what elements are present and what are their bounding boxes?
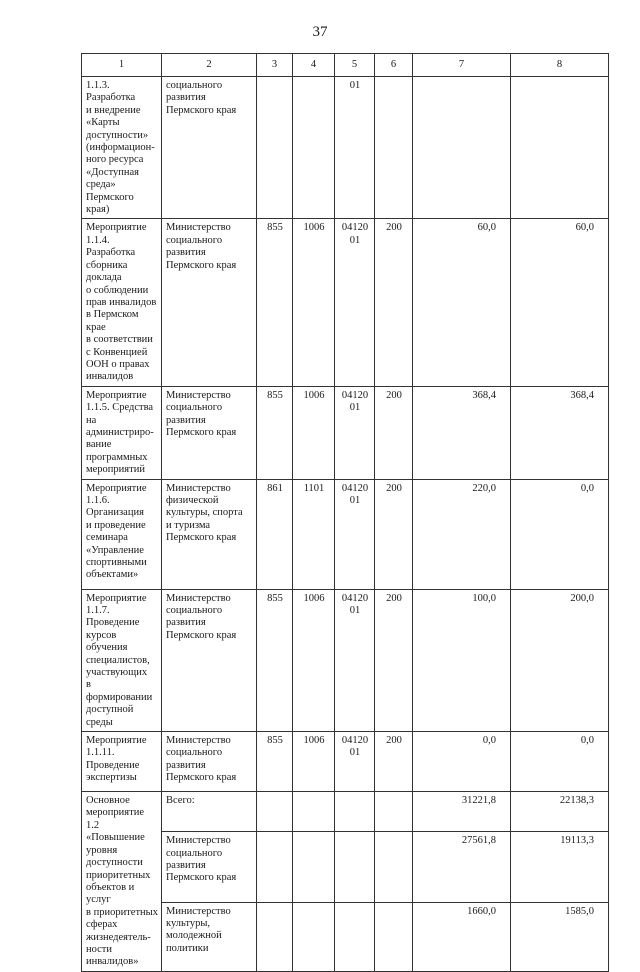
value-2014-cell: 60,0 — [413, 219, 511, 386]
type-cell: 200 — [375, 589, 413, 731]
agency-cell: Министерство физической культуры, спорта и туризма Пермского края — [162, 479, 257, 589]
grbs-cell: 855 — [257, 386, 293, 479]
grbs-cell: 855 — [257, 219, 293, 386]
agency-cell: Министерство социального развития Пермского края — [162, 386, 257, 479]
table-row — [82, 792, 609, 832]
section-cell: 1006 — [293, 589, 335, 731]
value-2014-cell: 31221,8 — [413, 792, 511, 832]
page-number: 37 — [312, 24, 328, 40]
event-name-cell: Мероприятие 1.1.5. Средства на администриро- вание программных мероприятий — [82, 386, 162, 479]
empty-cell — [293, 902, 335, 971]
type-cell: 200 — [375, 732, 413, 792]
empty-cell — [257, 792, 293, 832]
value-2015-cell: 19113,3 — [511, 832, 609, 902]
section-cell: 1006 — [293, 732, 335, 792]
section-cell: 1006 — [293, 386, 335, 479]
target-cell: 04120 01 — [335, 589, 375, 731]
empty-cell — [335, 832, 375, 902]
header-cell: 2 — [162, 54, 257, 77]
header-cell: 1 — [82, 54, 162, 77]
value-2015-cell — [511, 77, 609, 219]
value-2014-cell: 27561,8 — [413, 832, 511, 902]
table-row — [82, 77, 609, 219]
table-row — [82, 902, 609, 971]
table-row — [82, 219, 609, 386]
value-2014-cell — [413, 77, 511, 219]
type-cell — [375, 77, 413, 219]
agency-cell: Министерство социального развития Пермского края — [162, 732, 257, 792]
section-cell: 1101 — [293, 479, 335, 589]
empty-cell — [375, 792, 413, 832]
header-row — [82, 54, 609, 77]
value-2015-cell: 200,0 — [511, 589, 609, 731]
agency-cell: социального развития Пермского края — [162, 77, 257, 219]
type-cell: 200 — [375, 219, 413, 386]
value-2014-cell: 220,0 — [413, 479, 511, 589]
agency-cell: Министерство культуры, молодежной политики — [162, 902, 257, 971]
target-cell: 04120 01 — [335, 732, 375, 792]
table-row — [82, 732, 609, 792]
event-name-cell: 1.1.3. Разработка и внедрение «Карты доступности» (информацион- ного ресурса «Доступная среда» Пермского края) — [82, 77, 162, 219]
table-row — [82, 832, 609, 902]
value-2014-cell: 0,0 — [413, 732, 511, 792]
header-cell: 3 — [257, 54, 293, 77]
value-2015-cell: 368,4 — [511, 386, 609, 479]
agency-cell: Министерство социального развития Пермского края — [162, 589, 257, 731]
header-cell: 6 — [375, 54, 413, 77]
agency-cell: Всего: — [162, 792, 257, 832]
empty-cell — [293, 792, 335, 832]
agency-cell: Министерство социального развития Пермского края — [162, 832, 257, 902]
event-name-cell: Мероприятие 1.1.11. Проведение экспертизы — [82, 732, 162, 792]
value-2015-cell: 60,0 — [511, 219, 609, 386]
type-cell: 200 — [375, 386, 413, 479]
empty-cell — [335, 792, 375, 832]
value-2015-cell: 22138,3 — [511, 792, 609, 832]
grbs-cell: 861 — [257, 479, 293, 589]
value-2014-cell: 1660,0 — [413, 902, 511, 971]
target-cell: 01 — [335, 77, 375, 219]
target-cell: 04120 01 — [335, 479, 375, 589]
value-2014-cell: 368,4 — [413, 386, 511, 479]
table-row — [82, 589, 609, 731]
value-2015-cell: 0,0 — [511, 732, 609, 792]
target-cell: 04120 01 — [335, 219, 375, 386]
header-cell: 4 — [293, 54, 335, 77]
type-cell: 200 — [375, 479, 413, 589]
grbs-cell — [257, 77, 293, 219]
header-cell: 5 — [335, 54, 375, 77]
section-cell — [293, 77, 335, 219]
value-2014-cell: 100,0 — [413, 589, 511, 731]
value-2015-cell: 0,0 — [511, 479, 609, 589]
event-name-cell: Мероприятие 1.1.4. Разработка сборника доклада о соблюдении прав инвалидов в Пермском крае в соответствии с Конвенцией ООН о правах инвалидов — [82, 219, 162, 386]
empty-cell — [375, 832, 413, 902]
grbs-cell: 855 — [257, 589, 293, 731]
table-row — [82, 386, 609, 479]
value-2015-cell: 1585,0 — [511, 902, 609, 971]
empty-cell — [257, 832, 293, 902]
main-event-name-cell: Основное мероприятие 1.2 «Повышение уровня доступности приоритетных объектов и услуг в приоритетных сферах жизнедеятель- ности инвалидов» — [82, 792, 162, 972]
event-name-cell: Мероприятие 1.1.7. Проведение курсов обучения специалистов, участвующих в формировании доступной среды — [82, 589, 162, 731]
section-cell: 1006 — [293, 219, 335, 386]
empty-cell — [375, 902, 413, 971]
grbs-cell: 855 — [257, 732, 293, 792]
empty-cell — [335, 902, 375, 971]
table-row — [82, 479, 609, 589]
budget-table — [81, 53, 609, 972]
header-cell: 7 — [413, 54, 511, 77]
empty-cell — [257, 902, 293, 971]
target-cell: 04120 01 — [335, 386, 375, 479]
header-cell: 8 — [511, 54, 609, 77]
empty-cell — [293, 832, 335, 902]
event-name-cell: Мероприятие 1.1.6. Организация и проведение семинара «Управление спортивными объектами» — [82, 479, 162, 589]
agency-cell: Министерство социального развития Пермского края — [162, 219, 257, 386]
